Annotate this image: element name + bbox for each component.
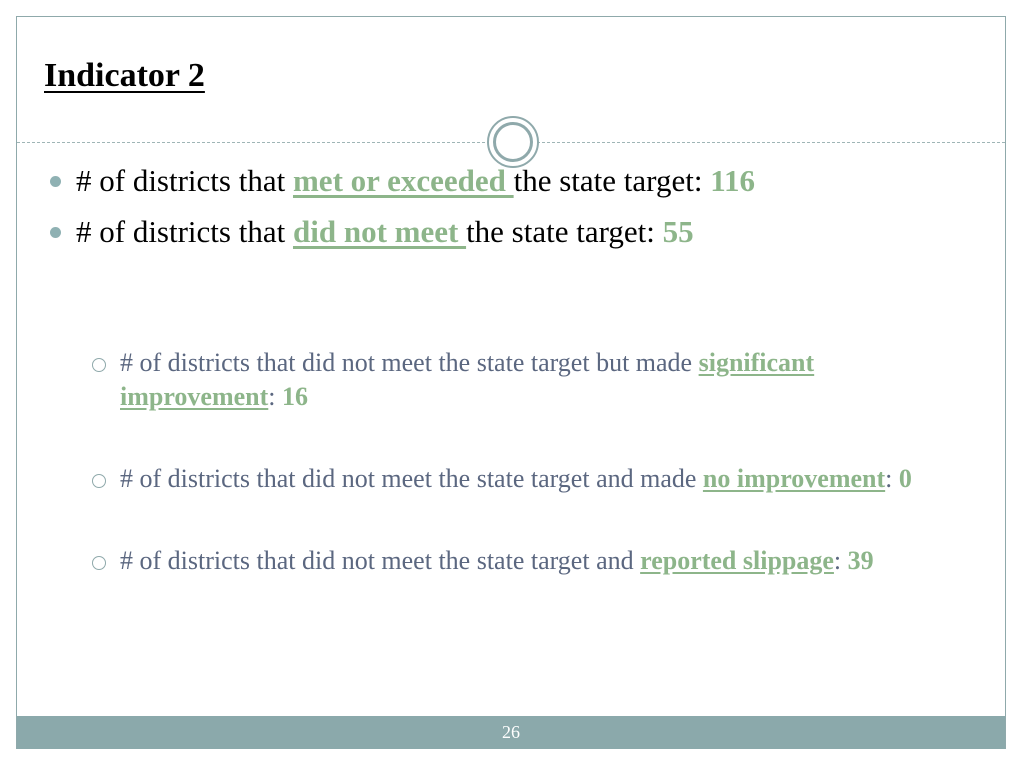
sub-bullet-value: 39 [847,546,874,575]
bullet-dot-icon [50,227,61,238]
slide-title: Indicator 2 [44,57,205,94]
bullet-text: # of districts that [76,163,293,198]
bullet-value: 55 [662,214,694,249]
bullet-text: the state target: [466,214,663,249]
sub-bullet-value: 16 [282,382,309,411]
sub-bullet-value: 0 [898,464,912,493]
main-bullet-list [46,162,946,264]
sub-bullet-separator: : [885,464,899,493]
sub-bullet-highlight: no improvement [702,464,886,493]
ring-bullet-icon [92,556,106,570]
sub-bullet-text: # of districts that did not meet the state target and made [120,464,703,493]
sub-bullet-highlight: reported slippage [640,546,834,575]
ring-bullet-icon [92,358,106,372]
sub-bullet-significant-improvement [92,346,952,414]
bullet-text: # of districts that [76,214,293,249]
bullet-dot-icon [50,176,61,187]
page-number: 26 [502,722,520,742]
bullet-highlight: met or exceeded [292,163,514,198]
bullet-met-or-exceeded [46,162,946,199]
bullet-highlight: did not meet [292,214,467,249]
sub-bullet-reported-slippage [92,544,952,578]
sub-bullet-separator: : [268,382,283,411]
decorative-circle-icon [487,116,539,168]
bullet-value: 116 [710,163,755,198]
sub-bullet-list [92,346,952,626]
sub-bullet-separator: : [833,546,848,575]
ring-bullet-icon [92,474,106,488]
decorative-inner-circle-icon [493,122,533,162]
sub-bullet-text: # of districts that did not meet the state target but made [120,348,699,377]
sub-bullet-highlight: significant improvement [120,348,815,411]
sub-bullet-text: # of districts that did not meet the state target and [120,546,641,575]
sub-bullet-no-improvement [92,462,952,496]
footer-bar [17,716,1005,749]
bullet-text: the state target: [513,163,711,198]
bullet-did-not-meet [46,213,946,250]
